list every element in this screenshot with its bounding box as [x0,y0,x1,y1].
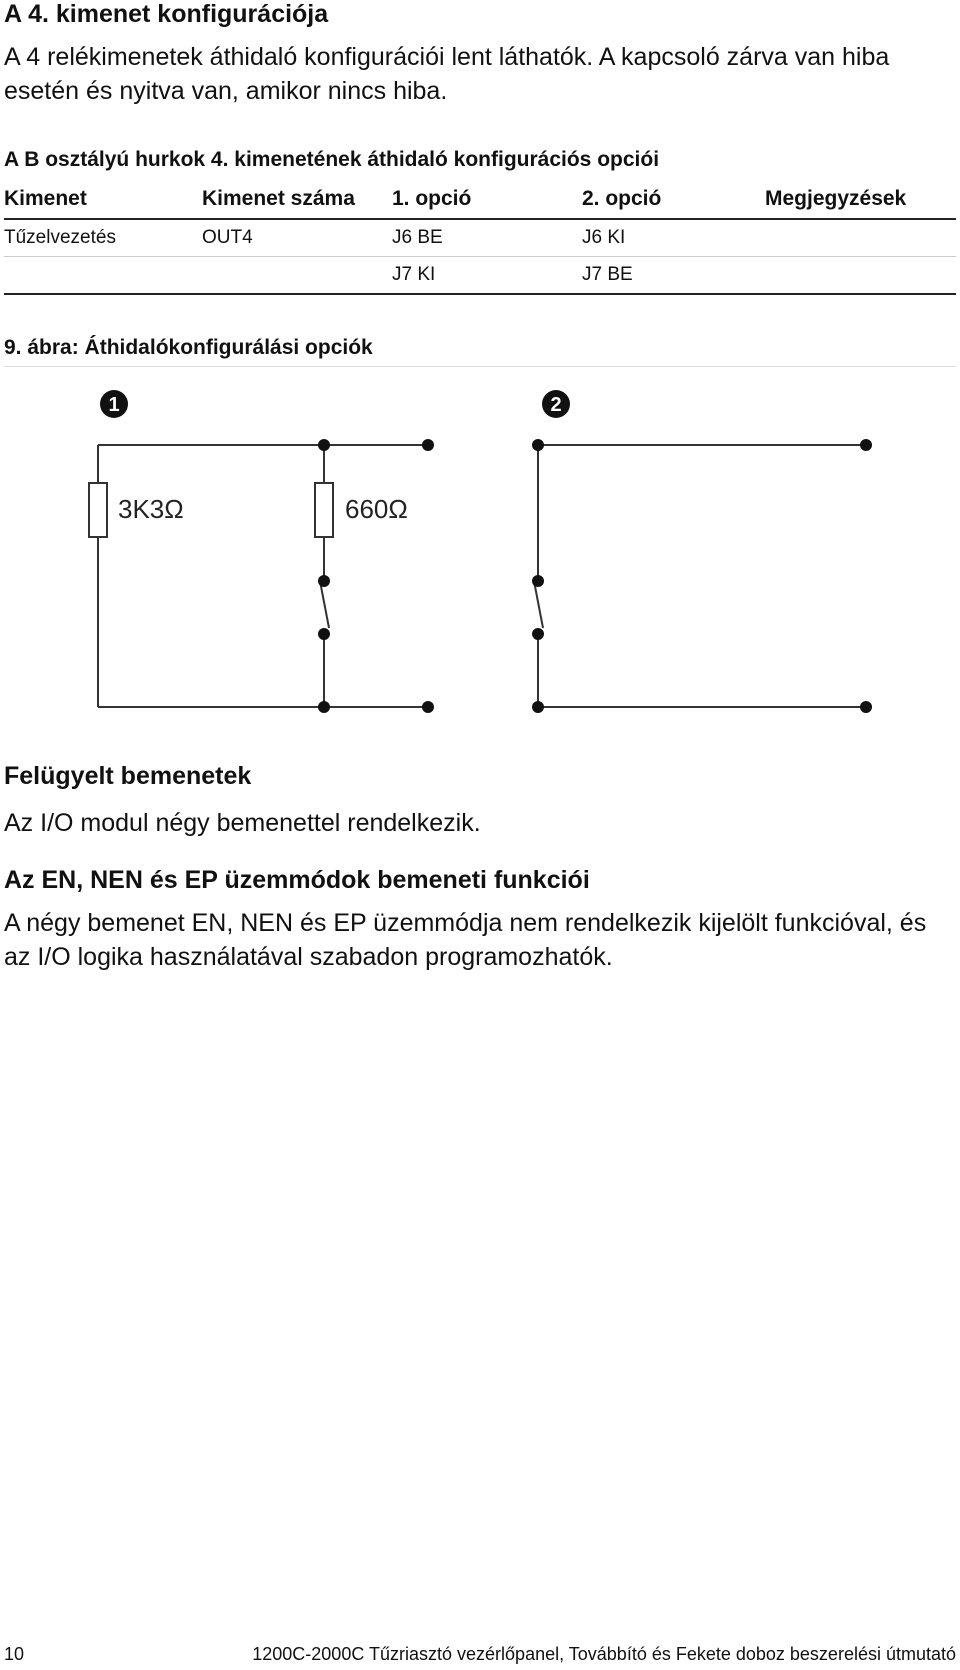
footer-doc-title: 1200C-2000C Tűzriasztó vezérlőpanel, Továbbító és Fekete doboz beszerelési útmutató [252,1644,956,1664]
table-cell: J7 KI [392,257,582,295]
table-header-cell: Megjegyzések [765,180,956,219]
terminal-dot [422,701,434,713]
table-header-cell: Kimenet száma [202,180,392,219]
section-title: A 4. kimenet konfigurációja [4,0,329,28]
terminal-dot [860,439,872,451]
resistor-660 [315,483,333,537]
modes-text: A négy bemenet EN, NEN és EP üzemmódja nem rendelkezik kijelölt funkcióval, és az I/O logika használatával szabadon programozhatók. [4,909,927,971]
marker-2-label: 2 [550,394,562,416]
terminal-dot [422,439,434,451]
table-cell: OUT4 [202,219,392,257]
switch-blade [320,581,329,628]
junction-dot [318,701,330,713]
terminal-dot [532,439,544,451]
table-header-cell: Kimenet [4,180,202,219]
switch-contact-dot [532,628,544,640]
switch-contact-dot [318,628,330,640]
junction-dot [532,701,544,713]
figure-caption: 9. ábra: Áthidalókonfigurálási opciók [4,336,373,359]
table-row [4,219,956,257]
table-header-row [4,180,956,219]
intro-paragraph: A 4 relékimenetek áthidaló konfigurációi lent láthatók. A kapcsoló zárva van hiba esetén és nyitva van, amikor nincs hiba. [4,43,890,105]
table-cell: Tűzelvezetés [4,219,202,257]
table-cell [765,257,956,295]
table-cell: J6 BE [392,219,582,257]
resistor-2-label: 660Ω [345,494,408,524]
terminal-dot [860,701,872,713]
supervised-inputs-heading: Felügyelt bemenetek [4,762,252,790]
table-caption: A B osztályú hurkok 4. kimenetének áthidaló konfigurációs opciói [4,148,660,171]
jumper-circuit-diagram [0,380,960,720]
page-number: 10 [4,1644,25,1664]
table-cell: J7 BE [582,257,765,295]
table-cell [4,257,202,295]
modes-heading: Az EN, NEN és EP üzemmódok bemeneti funkciói [4,866,590,894]
supervised-inputs-text: Az I/O modul négy bemenettel rendelkezik. [4,809,481,837]
switch-contact-dot [318,575,330,587]
jumper-config-table [4,180,956,295]
resistor-3k3 [89,483,107,537]
table-cell: J6 KI [582,219,765,257]
marker-1-label: 1 [108,394,120,416]
table-cell [765,219,956,257]
figure-caption-divider [4,366,956,367]
table-header-cell: 1. opció [392,180,582,219]
switch-contact-dot [532,575,544,587]
table-row [4,257,956,295]
table-cell [202,257,392,295]
resistor-1-label: 3K3Ω [118,494,184,524]
junction-dot [318,439,330,451]
switch-blade [534,581,543,628]
table-header-cell: 2. opció [582,180,765,219]
